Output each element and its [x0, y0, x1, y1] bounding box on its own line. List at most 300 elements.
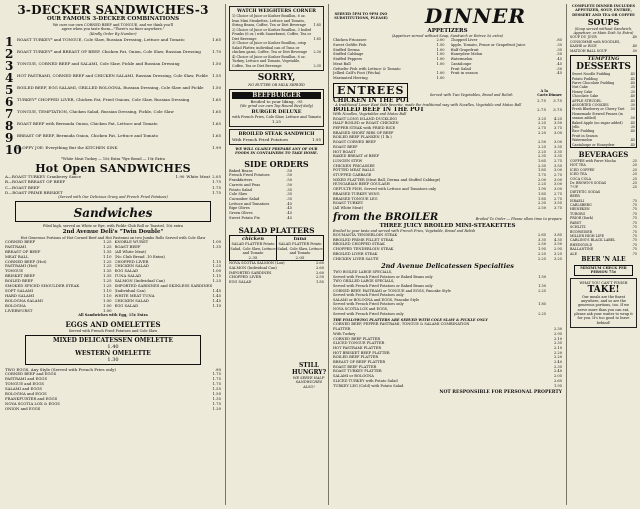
dessert-item-name: Nut Cake [572, 85, 588, 90]
sandwich-left-name: MEAT BALL [5, 254, 29, 259]
weight-item-price: 1.85 [313, 23, 321, 27]
weight-item-price: 2.30 [313, 50, 321, 54]
appetizers-right [451, 38, 563, 80]
egg-item-name: ONION and EGGS [5, 406, 41, 411]
side-item-price: .35 [286, 187, 292, 192]
appetizers-sub: (Appetizer served without Soup, Sandwich or Entree 5¢ extra) [391, 34, 504, 38]
two-eggs: TWO EGGS, Any Style (Served with French Fries only) [5, 367, 116, 373]
dessert-item-name: APPLE STRUDEL [572, 98, 602, 103]
egg-item-price: 1.35 [212, 396, 221, 401]
decker-number: 10 [5, 142, 22, 157]
platter-item-price: 1.95 [553, 383, 562, 388]
sandwich-left-name: TONGUE [5, 269, 23, 274]
side-item-name: Frankfurters [229, 178, 253, 183]
dessert-item-price: .40 [629, 129, 635, 134]
take-box [570, 278, 637, 328]
entree-price: 2.35 [537, 154, 546, 159]
salad-item-name: NOVA SCOTIA SALMON (Lox) [229, 261, 285, 266]
hotopen-name: B—ROAST BREAST OF BEEF [5, 179, 66, 185]
entree-name: ROAST LONG ISLAND DUCKLING [333, 116, 397, 121]
weight-item-price: 2.35 [313, 63, 321, 68]
sandwich-left-price: 1.25 [103, 244, 112, 249]
entree-price: 2.25 [537, 121, 546, 126]
egg-item-name: FRANKFURTER and EGGS [5, 396, 58, 401]
special-item-name: TWO GRILLED LARGE SPECIALS, [333, 279, 395, 284]
entree-name: LUNGEN STEW [333, 158, 363, 163]
sandwich-left-price: 1.35 [103, 249, 112, 254]
sandwich-lists [5, 240, 221, 314]
beefburger-sub: Broiled to your liking, .95 [250, 99, 303, 105]
salad-item-price: 2.60 [315, 270, 324, 275]
sandwich-right-name: CHICKEN SALAD [114, 264, 149, 269]
entree-row [333, 206, 562, 211]
beverage-item-name: BUDWEISER [570, 229, 593, 234]
beverage-item-price: .75 [631, 198, 637, 203]
salad-item-row [229, 280, 324, 285]
platter-item-price: 2.65 [553, 378, 562, 383]
dessert-item-name: Watermelon [572, 138, 593, 143]
weight-item-row [232, 14, 321, 28]
egg-item-price: 1.75 [212, 401, 221, 406]
salad-item-name: IMPORTED SARDINES [229, 270, 272, 275]
broiler-item-price: 2.85 [537, 232, 546, 237]
egg-item-name: BOLOGNA and EGGS [5, 391, 47, 396]
broiler-item-price: 2.25 [537, 251, 546, 256]
platter-item-price: 2.20 [553, 350, 562, 355]
decker-price: 1.65 [212, 108, 221, 114]
divider-2 [328, 4, 329, 505]
broiler-item-price: 3.50 [553, 242, 562, 247]
sandwich-right-price: 1.10 [212, 303, 221, 308]
entree-price: 3.00 [553, 168, 562, 173]
broiler-item-name: BOUMANTA TENDERLOIN STEAK [333, 232, 398, 237]
sandwich-left-name: SMOKED SPICED SHOULDER STEAK [5, 284, 80, 289]
complete-note: COMPLETE DINNER INCLUDES APPETIZER, SOUP, ENTREE, DESSERT AND TEA OR COFFEE [572, 4, 635, 17]
beverage-item-price: .25 [631, 167, 637, 172]
dessert-item-name: Baked Apple (no sugar added) [572, 120, 623, 125]
beverage-item-price: .75 [631, 251, 637, 256]
beverage-item-name: ALE [570, 251, 577, 256]
decker-intro-3: (Kindly Order By Number) [89, 31, 137, 36]
decker-desc: HOT PASTRAMI, CORNED BEEF and CHICKEN SALAMI, Russian Dressing, Cole Slaw, Pickle [17, 72, 208, 78]
platter-item-name: SLICED TURKEY with Potato Salad [333, 378, 398, 383]
decker-number: 3 [5, 58, 14, 73]
desserts-box [570, 55, 637, 148]
broiler-item-price: 3.25 [553, 256, 562, 261]
decker-desc: ROAST TURKEY* and TONGUE, Cole Slaw, Russian Dressing, Lettuce and Tomato [17, 36, 185, 42]
decker-number: 6 [5, 94, 14, 109]
special-item-price: 2.25 [538, 288, 546, 293]
decker-subtitle: OUR FAMOUS 3-DECKER COMBINATIONS [46, 16, 180, 22]
chicken-pot-desc: - A traditional Lower East Side favorite, made the traditional way with Noodles, Vegetable and Matzo Ball [333, 102, 522, 107]
dinner-title: DINNER [424, 4, 527, 28]
three-desc: Broiled to your taste and served with French Fries, Vegetable, Bread and Relish [333, 228, 476, 233]
column-right [568, 0, 639, 509]
mixed-title: MIXED DELICATESSEN OMELETTE [52, 337, 174, 345]
sandwich-left-name: BOILED BEEF [5, 279, 33, 284]
hotopen-price: 1.75 [212, 179, 221, 185]
sandwich-left-price: 1.00 [103, 303, 112, 308]
side-item-price: .35 [286, 192, 292, 197]
entree-price: 2.75 [537, 126, 546, 131]
sandwich-left-name: BOLOGNA [5, 303, 26, 308]
special-item-row [333, 312, 562, 317]
sandwich-left-price: 1.35 [103, 274, 112, 279]
special-item-price: 1.50 [538, 274, 546, 279]
side-item-price: .45 [286, 201, 292, 206]
entree-price: 3.00 [553, 140, 562, 145]
dessert-item-name: Jello [572, 124, 580, 129]
appetizer-right-price: .45 [556, 61, 562, 66]
sandwich-left-price: 1.25 [103, 259, 112, 264]
platter-item-name: CORNED BEEF PLATTER [333, 336, 381, 341]
appetizer-right-price: .85 [556, 38, 562, 43]
weight-item-row [232, 55, 321, 69]
platter-item-name: ROAST BEEF PLATTER [333, 364, 377, 369]
tuna-label: tuna [293, 236, 307, 243]
entree-list [333, 117, 562, 211]
sandwich-left-price: 1.25 [103, 264, 112, 269]
entree-name: MIXED PLATTER (Meat Ball, Derma and Stuffed Cabbage) [333, 177, 441, 182]
dessert-item-name: Fresh Blueberry or Cherry Tart [572, 107, 625, 112]
broiler-header [333, 212, 562, 223]
platter-item-price: 2.05 [553, 374, 562, 379]
side-item-name: Green Olives [229, 211, 253, 216]
sandwich-left-name: CORNED BEEF [5, 239, 36, 244]
col-dinner: Dinner [548, 93, 562, 98]
special-list [333, 270, 562, 316]
boiled-beef-desc: With Noodles, Vegetables and Matzo Ball [333, 112, 407, 117]
soup-item-row [570, 40, 637, 49]
appetizer-right-price: .50 [556, 52, 562, 57]
entree-price: 1.65 [537, 158, 546, 163]
appetizer-left-name: Stuffed Peppers [333, 57, 363, 62]
sandwich-right-name: EGG SALAD [114, 303, 139, 308]
platters-note: THE FOLLOWING PLATTERS ARE SERVED WITH COLE SLAW & PICKLE ONLY [333, 318, 488, 323]
decker-price: 1.55 [212, 72, 221, 78]
weight-item-name: 3) Choice of Juice or Kosher Bouillon, crisp Salad Platter, individual can of Tuna or chicken garni, Coffee, Tea or Diet Beverage [232, 41, 308, 54]
special-item-name: TWO BOILED LARGE SPECIALS, [333, 270, 393, 275]
entree-name: BAKED BREAST of BEEF [333, 154, 380, 159]
dessert-item-price: .45 [629, 138, 635, 143]
decker-row [5, 82, 221, 97]
platter-item-name: SLICED TONGUE PLATTER [333, 341, 385, 346]
platter-item-name: SALAMI or BOLOGNA [333, 374, 374, 379]
appetizer-left-name: Stuffed Cabbage [333, 52, 364, 57]
entree-name: ROAST TURKEY [333, 201, 364, 206]
sandwich-left-price: 1.10 [103, 254, 112, 259]
weight-list [232, 14, 321, 68]
soups-note: (Soup served without Sandwich, Appetizer, or Main Dish 5¢ Extra) [573, 26, 634, 36]
mixed-price: 1.40 [107, 344, 119, 351]
appetizer-left-price: 1.00 [436, 52, 445, 57]
beverage-item-name: BALLANTINE [570, 247, 594, 252]
entree-price: 3.00 [553, 182, 562, 187]
entree-price: 3.00 [553, 187, 562, 192]
beverage-item-price: .75 [631, 225, 637, 230]
appetizer-right-name: Honeydew Melon [450, 52, 483, 57]
entree-name: POTTED MEAT BALLS [333, 168, 375, 173]
broiler-item-price: 2.95 [553, 247, 562, 252]
entree-price: 2.50 [537, 205, 546, 210]
beverage-list [570, 159, 637, 256]
sandwich-left-price: 1.10 [103, 288, 112, 293]
beverage-item-name: MILLER HIGH LIFE [570, 233, 604, 238]
beverage-item-name: RHEINGOLD [570, 242, 593, 247]
decker-row [5, 94, 221, 109]
sandwich-right-name: CHICKEN SALAD [114, 298, 149, 303]
entree-price: 2.25 [537, 130, 546, 135]
second-title: 2nd Avenue Delicatessen Specialties [381, 262, 514, 271]
soup-item-row [570, 49, 637, 53]
side-item-price: .50 [286, 168, 292, 173]
sandwich-left-name: BREAST OF BEEF [5, 249, 41, 254]
platter-item-row [333, 384, 562, 389]
deluxe-desc: with French Fries, Cole Slaw, Lettuce and Tomato [232, 114, 321, 119]
deluxe-title: BURGER DELUXE [251, 108, 302, 115]
side-item-name: Baked Beans [229, 168, 253, 173]
weight-watchers-box [229, 6, 324, 71]
soups-title: SOUPS [587, 16, 620, 27]
egg-item-name: PASTRAMI and EGGS [5, 377, 48, 382]
platter-item-name: TURKEY LEG (Cold) with Potato Salad [333, 383, 404, 388]
entree-price: 2.50 [537, 140, 546, 145]
dessert-item-name: Rice Pudding [572, 129, 595, 134]
egg-item-row [5, 407, 221, 412]
egg-item-name: CORNED BEEF and EGGS [5, 372, 57, 377]
side-item-name: Cucumber Salad [229, 196, 260, 201]
beverage-item-name: ICED TEA [570, 172, 587, 177]
sandwich-right-price: 1.25 [212, 264, 221, 269]
platter-list [333, 322, 562, 388]
entree-price: 1.95 [537, 187, 546, 192]
eggs-title: EGGS AND OMELETTES [65, 319, 161, 329]
soup-item-price: .50 [631, 48, 637, 53]
beverage-item-price: .25 [631, 176, 637, 181]
decker-price: 1.50 [212, 84, 221, 90]
sandwich-right-name: (All White Meat) [114, 249, 147, 254]
chicken-label: chicken [242, 236, 264, 243]
egg-list [5, 372, 221, 411]
dessert-item-name: Sweet Noodle Pudding [572, 72, 611, 77]
dessert-item-name: Homemade Stewed Prunes (in season added) [572, 111, 623, 121]
appetizer-left-name: Chicken Fricassee [333, 38, 367, 43]
chicken-pot-d: 3.75 [553, 97, 562, 103]
platter-item-name: With Turkey [333, 331, 356, 336]
dessert-item-name: Chocolate Cake [572, 94, 599, 99]
entree-price: 1.85 [537, 168, 546, 173]
entrees-served: Served with Two Vegetables, Bread and Relish [429, 93, 513, 98]
sandwich-left-name: SOFT SALAMI [5, 288, 34, 293]
beverage-item-price: .75 [631, 211, 637, 216]
dessert-item-name: Cantaloupe or Honeydew [572, 142, 615, 147]
hotopen-name: C—ROAST BEEF [5, 184, 40, 190]
platter-item-price: 2.35 [553, 364, 562, 369]
western-price: 1.30 [107, 357, 119, 364]
sandwich-right-price: 1.45 [212, 298, 221, 303]
salad-item-price: 2.60 [315, 266, 324, 271]
side-item-price: .35 [286, 196, 292, 201]
hotopen-name: D—ROAST PRIME BRISKET [5, 189, 63, 195]
salad-item-price: 2.50 [315, 275, 324, 280]
platter-item-name: BREAST OF BEEF PLATTER [333, 360, 386, 365]
hotopen-title: Hot Open SANDWICHES [35, 162, 191, 176]
omelette-box [25, 335, 201, 365]
appetizer-left-name: Meat Ball [333, 61, 351, 66]
sorry-sub: NO BUTTER OR MILK SERVED [248, 83, 305, 87]
salad-tuna-price: 2.05 [295, 255, 305, 261]
side-item-price: .45 [286, 215, 292, 220]
salad-chicken-desc: SALAD PLATTER Potato Salad, Cole Slaw, Lettuce and Tomato [230, 242, 276, 256]
beverage-item-name: BEER [570, 194, 580, 199]
decker-desc: ROAST BEEF with Bermuda Onion, Chicken Fat, Lettuce and Tomato [17, 120, 158, 126]
platter-item-price: 2.10 [553, 345, 562, 350]
entree-name: ROAST CORNED BEEF [333, 140, 376, 145]
platter-item-price: 2.40 [553, 369, 562, 374]
appetizer-right-name: Fruit in season [450, 71, 478, 76]
decker-price: 1.70 [212, 48, 221, 54]
egg-item-name: SALAMI and EGGS [5, 387, 42, 391]
entree-price: 3.75 [553, 126, 562, 131]
entree-price: 3.00 [553, 130, 562, 135]
beverage-item-name: Dr. BROWN'S SODAS [570, 181, 607, 186]
broiler-item-price: 1.95 [537, 247, 546, 252]
beverage-item-price: .75 [631, 233, 637, 238]
appetizer-right-price: .35 [556, 43, 562, 47]
broiled-price: 1.95 [312, 136, 321, 142]
weight-item-row [232, 28, 321, 42]
dessert-item-price: .35 [629, 89, 635, 94]
sandwich-left-price: 1.25 [103, 284, 112, 289]
beverages-title: BEVERAGES [578, 150, 629, 160]
sandwich-left-price: 1.00 [103, 298, 112, 303]
beverage-item-name: HOT TEA [570, 163, 586, 168]
platter-item-name: PLATTER [333, 327, 351, 332]
sandwich-right-price: 1.15 [212, 259, 221, 264]
soup-item-name: CONSOMME with NOODLES, KASHE or RICE [570, 39, 621, 49]
decker-row [5, 58, 221, 73]
sandwich-left-name: LIVERWURST [5, 308, 33, 313]
boiled-beef: BOILED BEEF IN THE POT [333, 107, 425, 113]
decker-number: 2 [5, 46, 14, 61]
hotopen-list [5, 174, 221, 195]
hotopen-price: 1.75 [212, 184, 221, 190]
egg-item-price: 1.75 [212, 372, 221, 377]
sandwich-left-name: PASTRAMI [5, 244, 27, 249]
side-item-name: French Fried Potatoes [229, 173, 270, 178]
entree-price: 3.35 [553, 144, 562, 149]
sandwich-right-list [115, 240, 222, 314]
weight-item-name: 4) Choice of Juice or Kosher Bouillon, 6 oz. Turkey, Lettuce and Tomato, Vegetable, Coffee, Tea or Diet Beverage [232, 54, 306, 68]
soup-item-name: MATZOH BALL SOUP [570, 48, 607, 53]
special-item-name: Served with French Fried Potatoes or Baked Beans only [333, 274, 433, 279]
decker-row [5, 34, 221, 49]
beverage-item-name: 7-UP [570, 185, 579, 190]
sandwiches-title: Sandwiches [73, 206, 153, 221]
twin-title: 2nd Avenue Deli's "Twin Double" [62, 228, 164, 235]
sandwich-right-name: SALMON (Individual Can) [114, 279, 165, 284]
hotopen-price: 1.75 [212, 189, 221, 195]
entree-price: 3.25 [537, 116, 546, 121]
sandwich-right-name: TUNA SALAD [114, 274, 142, 279]
sandwich-right-price: 1.45 [212, 293, 221, 298]
entree-price: 2.00 [537, 177, 546, 182]
beverage-item-price: .75 [631, 216, 637, 221]
eggs-sub: Served with French Fried Potatoes and Cole Slaw [68, 328, 158, 333]
entree-name: BRAISED SHORT RIBS OF BEEF [333, 130, 394, 135]
entree-name: GEFULTE FISH, Served with Lettuce and Tomatoes only [333, 187, 437, 192]
decker-row [5, 46, 221, 61]
take-sub: WHAT YOU CAN'T FINISH [579, 280, 628, 285]
platter-item-name: ROAST TURKEY PLATTER [333, 369, 382, 374]
sandwich-right-name: ROAST BEEF [114, 244, 141, 249]
side-item-price: .50 [286, 173, 292, 178]
salad-list [229, 261, 324, 285]
entree-price: 3.35 [553, 149, 562, 154]
appetizer-right-name: Half Grapefruit [450, 47, 479, 52]
sandwiches-sub: Piled high, served on White or Rye, with Pickle Club Roll or Toasted, 10¢ extra [43, 224, 183, 229]
beverage-item-price: .75 [631, 203, 637, 208]
sandwiches-banner [15, 201, 211, 222]
salad-title: SALAD PLATTERS [238, 226, 315, 236]
special-item-price: 2.25 [538, 311, 546, 316]
sandwich-right-price: 1.25 [212, 279, 221, 284]
still-title: STILL HUNGRY? [292, 362, 326, 376]
entree-price: 3.35 [553, 154, 562, 159]
side-item-name: Cole Slaw [229, 192, 248, 197]
beverage-item-price: .20 [631, 163, 637, 168]
dessert-item-name: Honey Cake [572, 89, 593, 94]
column-middle [227, 0, 326, 509]
salad-box [229, 235, 324, 261]
appetizer-left-price: 1.00 [436, 75, 445, 80]
decker-price: 1.65 [212, 132, 221, 138]
decker-price: 1.65 [212, 36, 221, 42]
gladly-note: WE WILL GLADLY PREPARE ANY OF OUR FOODS IN CONTAINERS TO TAKE HOME. [235, 147, 318, 156]
appetizer-left-price: 1.00 [436, 47, 445, 52]
decker-number: 7 [5, 106, 14, 121]
egg-item-price: 1.55 [212, 387, 221, 391]
soup-list [570, 35, 637, 53]
decker-desc: TONGUE, CORNED BEEF and SALAMI, Cole Slaw, Pickle and Russian Dressing [17, 60, 180, 66]
soup-item-price: .40 [631, 44, 637, 49]
entree-price: 3.55 [553, 163, 562, 168]
special-item-name: SALAMI or BOLOGNA and EGGS, Pancake Style [333, 297, 420, 302]
entree-price: 3.55 [553, 201, 562, 206]
appetizer-right-name: Cantaloupe [450, 61, 472, 66]
beverage-item-price: .75 [631, 238, 637, 243]
special-item-name: CORNED BEEF, PASTRAMI or TONGUE and EGGS, Pancake Style [333, 288, 451, 293]
desserts-title: DESSERTS [576, 62, 631, 73]
divider-1 [225, 4, 226, 505]
entree-price: 2.75 [553, 158, 562, 163]
sandwich-right-price: 1.00 [212, 269, 221, 274]
appetizer-left-price: 1.00 [436, 71, 445, 76]
side-item-name: Lettuce and Tomatoes [229, 201, 270, 206]
special-item-name: Served with French Fried Potatoes only [333, 311, 404, 316]
take-title: TAKE! [587, 284, 620, 295]
broiled-row [232, 137, 321, 142]
chicken-pot: CHICKEN IN THE POT [333, 97, 410, 103]
beverage-item-name: PABST [570, 220, 582, 225]
responsibility: NOT RESPONSIBLE FOR PERSONAL PROPERTY [439, 390, 562, 396]
appetizer-left-row [333, 76, 445, 81]
entree-price: 1.85 [537, 191, 546, 196]
decker-desc: ROAST TURKEY* and BREAST OF BEEF, Chicken Fat, Onion, Cole Slaw, Russian Dressing [17, 48, 201, 54]
beefburger-title: BEEFBURGER [232, 92, 321, 99]
appetizer-right-name: Apple, Tomato, Prune or Grapefruit Juice [450, 43, 526, 47]
decker-list [5, 34, 221, 157]
